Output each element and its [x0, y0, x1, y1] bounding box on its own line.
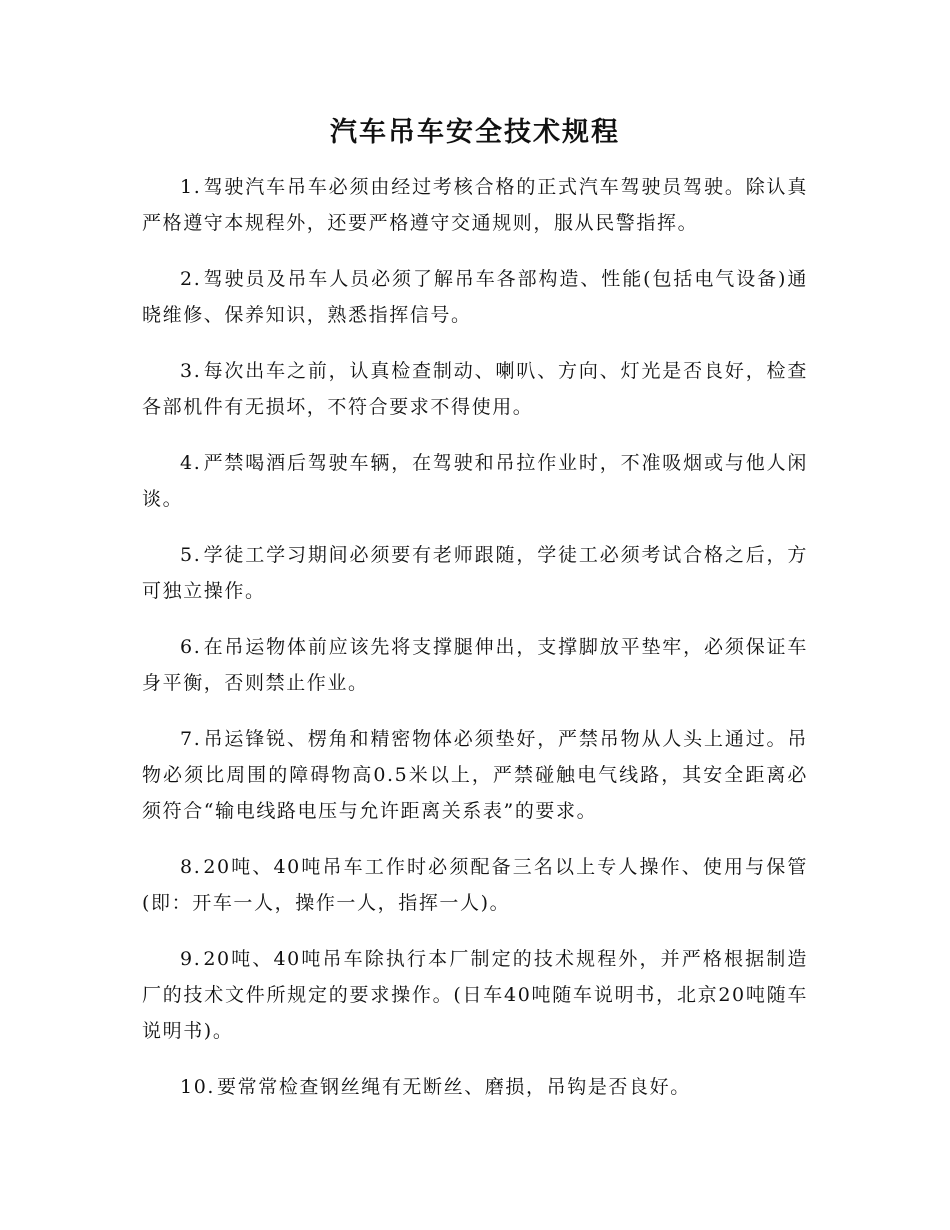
rule-text: 要常常检查钢丝绳有无断丝、磨损，吊钩是否良好。 [217, 1076, 691, 1098]
rule-number: 9. [180, 948, 202, 970]
rule-number: 1. [180, 176, 202, 198]
rule-number: 2. [180, 268, 202, 290]
rule-item-1 [142, 169, 808, 241]
rule-item-2 [142, 261, 808, 333]
rule-item-9 [142, 941, 808, 1049]
rule-item-6 [142, 629, 808, 701]
rule-text: 在吊运物体前应该先将支撑腿伸出，支撑脚放平垫牢，必须保证车身平衡，否则禁止作业。 [142, 636, 808, 694]
rule-number: 7. [180, 728, 202, 750]
rule-item-4 [142, 445, 808, 517]
rule-text: 学徒工学习期间必须要有老师跟随，学徒工必须考试合格之后，方可独立操作。 [142, 544, 808, 602]
rule-number: 6. [180, 636, 202, 658]
rule-item-10 [142, 1069, 808, 1105]
rule-text: 20吨、40吨吊车除执行本厂制定的技术规程外，并严格根据制造厂的技术文件所规定的要求操作。(日车40吨随车说明书，北京20吨随车说明书)。 [142, 948, 808, 1042]
rule-number: 4. [180, 452, 202, 474]
rule-text: 吊运锋锐、楞角和精密物体必须垫好，严禁吊物从人头上通过。吊物必须比周围的障碍物高0.5米以上，严禁碰触电气线路，其安全距离必须符合“输电线路电压与允许距离关系表”的要求。 [142, 728, 808, 822]
rule-number: 8. [180, 856, 202, 878]
rule-item-3 [142, 353, 808, 425]
rule-number: 10. [180, 1076, 216, 1098]
document-title: 汽车吊车安全技术规程 [330, 117, 620, 148]
rule-text: 驾驶员及吊车人员必须了解吊车各部构造、性能(包括电气设备)通晓维修、保养知识，熟悉指挥信号。 [142, 268, 808, 326]
rule-number: 5. [180, 544, 202, 566]
rule-text: 20吨、40吨吊车工作时必须配备三名以上专人操作、使用与保管(即：开车一人，操作一人，指挥一人)。 [142, 856, 808, 914]
rule-item-7 [142, 721, 808, 829]
rule-item-5 [142, 537, 808, 609]
rule-text: 每次出车之前，认真检查制动、喇叭、方向、灯光是否良好，检查各部机件有无损坏，不符合要求不得使用。 [142, 360, 808, 418]
rule-number: 3. [180, 360, 202, 382]
rule-text: 严禁喝酒后驾驶车辆，在驾驶和吊拉作业时，不准吸烟或与他人闲谈。 [142, 452, 808, 510]
rule-item-8 [142, 849, 808, 921]
rule-text: 驾驶汽车吊车必须由经过考核合格的正式汽车驾驶员驾驶。除认真严格遵守本规程外，还要严格遵守交通规则，服从民警指挥。 [142, 176, 808, 234]
rules-list [142, 169, 808, 1105]
